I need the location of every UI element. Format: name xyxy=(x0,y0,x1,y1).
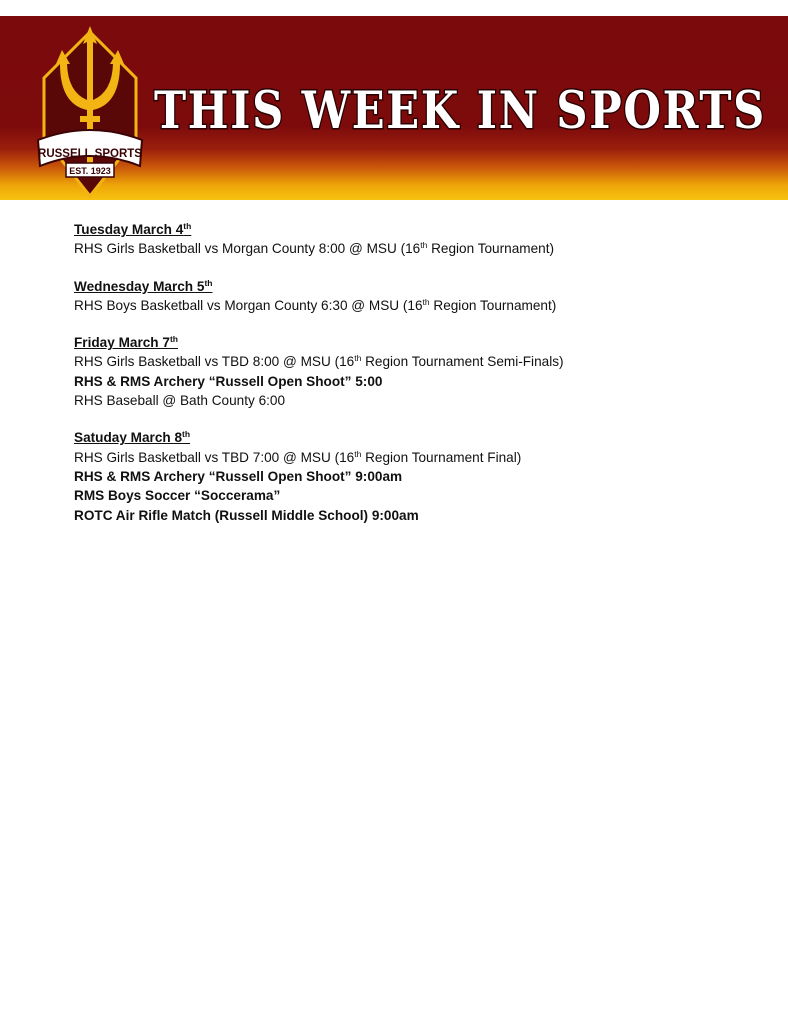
event-line: RHS Girls Basketball vs TBD 8:00 @ MSU (16th Region Tournament Semi-Finals) xyxy=(74,353,564,370)
event-line: RMS Boys Soccer “Soccerama” xyxy=(74,488,281,504)
day-heading: Wednesday March 5th xyxy=(74,277,213,294)
event-line: RHS Baseball @ Bath County 6:00 xyxy=(74,393,286,409)
schedule xyxy=(74,220,764,543)
day-tuesday xyxy=(74,220,764,259)
russell-sports-logo xyxy=(36,20,144,200)
header-banner xyxy=(0,16,788,200)
day-saturday xyxy=(74,428,764,524)
day-heading: Satuday March 8th xyxy=(74,429,191,446)
event-line: RHS Boys Basketball vs Morgan County 6:30 @ MSU (16th Region Tournament) xyxy=(74,296,557,313)
logo-name: RUSSELL SPORTS xyxy=(38,148,142,160)
banner-title: THIS WEEK IN SPORTS xyxy=(154,81,766,141)
day-wednesday xyxy=(74,277,764,316)
banner-title-graphic xyxy=(150,70,770,150)
event-line: RHS Girls Basketball vs Morgan County 8:00 @ MSU (16th Region Tournament) xyxy=(74,240,555,257)
day-heading: Tuesday March 4th xyxy=(74,221,192,237)
event-line: ROTC Air Rifle Match (Russell Middle School) 9:00am xyxy=(74,507,419,523)
event-line: RHS Girls Basketball vs TBD 7:00 @ MSU (16th Region Tournament Final) xyxy=(74,448,522,465)
event-line: RHS & RMS Archery “Russell Open Shoot” 5:00 xyxy=(74,373,383,389)
logo-established: EST. 1923 xyxy=(69,166,111,176)
day-friday xyxy=(74,333,764,410)
day-heading: Friday March 7th xyxy=(74,334,178,351)
event-line: RHS & RMS Archery “Russell Open Shoot” 9:00am xyxy=(74,468,403,484)
